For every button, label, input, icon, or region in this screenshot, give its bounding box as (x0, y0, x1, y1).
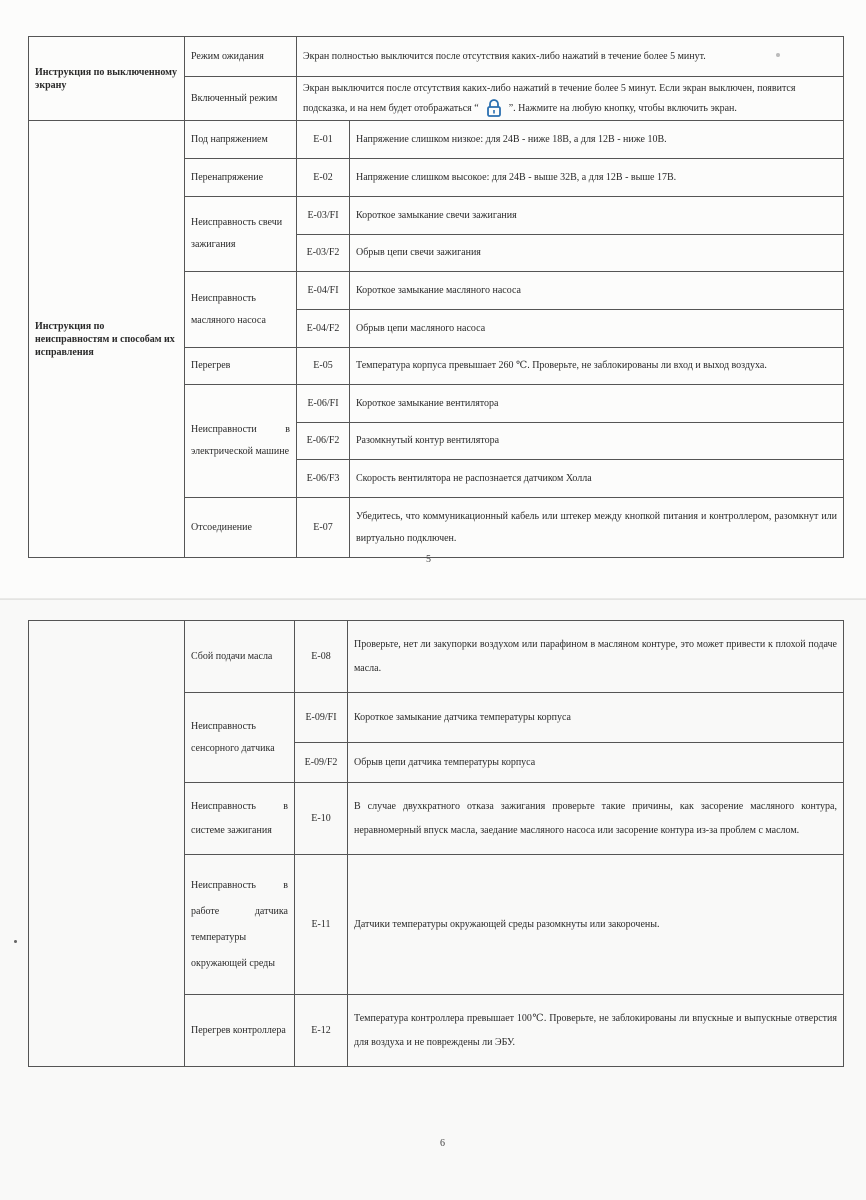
fault-condition: Перенапряжение (185, 159, 297, 197)
fault-description: Проверьте, нет ли закупорки воздухом или парафином в масляном контуре, это может привести к плохой подаче масла. (348, 621, 844, 693)
fault-condition: Отсоединение (185, 498, 297, 558)
mode-label: Режим ожидания (185, 37, 297, 77)
fault-condition: Неисправность сенсорного датчика (185, 693, 295, 783)
faults-section-title: Инструкция по неисправностям и способам их исправления (29, 121, 185, 558)
fault-description: Напряжение слишком высокое: для 24В - выше 32В, а для 12В - выше 17В. (350, 159, 844, 197)
fault-code: E-07 (297, 498, 350, 558)
manual-page-6 (0, 600, 866, 1200)
mode-description: Экран полностью выключится после отсутствия каких-либо нажатий в течение более 5 минут. (297, 37, 844, 77)
mode-description-start: Экран выключится после отсутствия каких-либо нажатий в течение более 5 минут. Если экран выключен, появится подсказка, и на нем будет отображаться “ (303, 82, 796, 114)
fault-code: E-11 (295, 855, 348, 995)
scan-speck (14, 940, 17, 943)
fault-condition: Неисправность в работе датчика температуры окружающей среды (185, 855, 295, 995)
section-continuation (29, 621, 185, 1067)
page-number: 5 (426, 554, 431, 565)
fault-code: E-04/F2 (297, 310, 350, 348)
fault-description: Убедитесь, что коммуникационный кабель или штекер между кнопкой питания и контроллером, разомкнут или виртуально подключен. (350, 498, 844, 558)
fault-code: E-09/FI (295, 693, 348, 743)
mode-label: Включенный режим (185, 77, 297, 121)
mode-description-end: ”. Нажмите на любую кнопку, чтобы включить экран. (508, 102, 737, 114)
page6-table (28, 620, 844, 1067)
fault-condition: Неисправность в системе зажигания (185, 783, 295, 855)
fault-description: Обрыв цепи свечи зажигания (350, 235, 844, 272)
fault-code: E-06/FI (297, 385, 350, 423)
page5-table (28, 36, 844, 558)
fault-condition: Неисправность масляного насоса (185, 272, 297, 348)
fault-description: Напряжение слишком низкое: для 24В - ниже 18В, а для 12В - ниже 10В. (350, 121, 844, 159)
fault-condition: Перегрев контроллера (185, 995, 295, 1067)
fault-description: Обрыв цепи масляного насоса (350, 310, 844, 348)
fault-description: Датчики температуры окружающей среды разомкнуты или закорочены. (348, 855, 844, 995)
fault-description: Короткое замыкание свечи зажигания (350, 197, 844, 235)
fault-description: Короткое замыкание вентилятора (350, 385, 844, 423)
fault-condition: Сбой подачи масла (185, 621, 295, 693)
fault-condition: Неисправность свечи зажигания (185, 197, 297, 272)
fault-description: Температура корпуса превышает 260 ℃. Проверьте, не заблокированы ли вход и выход воздуха. (350, 348, 844, 385)
fault-condition: Под напряжением (185, 121, 297, 159)
fault-code: E-01 (297, 121, 350, 159)
fault-code: E-03/FI (297, 197, 350, 235)
fault-description: Температура контроллера превышает 100℃. Проверьте, не заблокированы ли впускные и выпускные отверстия для воздуха и не повреждены ли ЭБУ. (348, 995, 844, 1067)
fault-description: Короткое замыкание датчика температуры корпуса (348, 693, 844, 743)
fault-code: E-03/F2 (297, 235, 350, 272)
fault-description: Скорость вентилятора не распознается датчиком Холла (350, 460, 844, 498)
fault-description: Обрыв цепи датчика температуры корпуса (348, 743, 844, 783)
scan-speck (776, 53, 780, 57)
fault-code: E-02 (297, 159, 350, 197)
fault-code: E-10 (295, 783, 348, 855)
page-number: 6 (440, 1138, 445, 1149)
fault-code: E-12 (295, 995, 348, 1067)
lock-icon (485, 99, 503, 117)
fault-condition: Перегрев (185, 348, 297, 385)
fault-code: E-06/F2 (297, 423, 350, 460)
fault-description: Разомкнутый контур вентилятора (350, 423, 844, 460)
fault-description: Короткое замыкание масляного насоса (350, 272, 844, 310)
fault-code: E-05 (297, 348, 350, 385)
mode-description (297, 77, 844, 121)
fault-code: E-04/FI (297, 272, 350, 310)
fault-code: E-06/F3 (297, 460, 350, 498)
fault-code: E-08 (295, 621, 348, 693)
fault-condition: Неисправности в электрической машине (185, 385, 297, 498)
fault-description: В случае двухкратного отказа зажигания проверьте такие причины, как засорение масляного контура, неравномерный впуск масла, заедание масляного насоса или засорение контура из-за проблем с маслом. (348, 783, 844, 855)
standby-section-title: Инструкция по выключенному экрану (29, 37, 185, 121)
fault-code: E-09/F2 (295, 743, 348, 783)
